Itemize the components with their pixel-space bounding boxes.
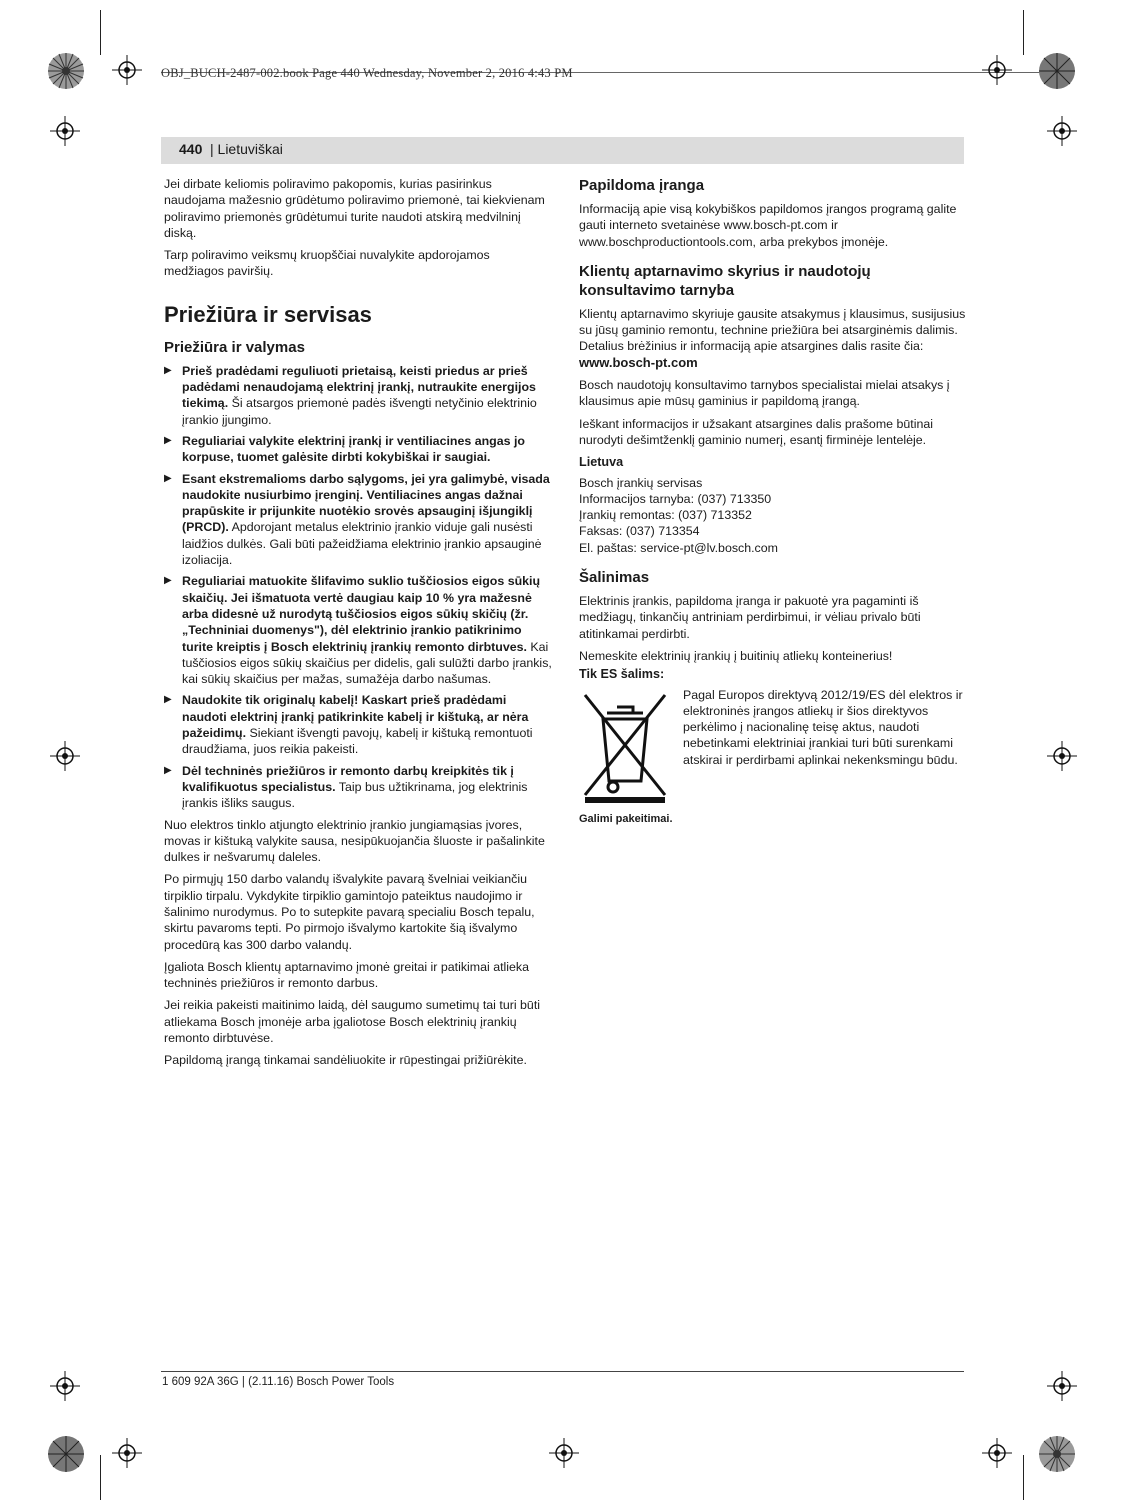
bullet-bold-text: Prieš pradėdami reguliuoti prietaisą, keisti priedus ar prieš padėdami nenaudojamą elektrinį įrankį, nutraukite energijos tiekimą. xyxy=(182,363,536,411)
registration-mark-icon xyxy=(982,1438,1012,1468)
footer-rule xyxy=(161,1371,964,1372)
contact-line: Informacijos tarnyba: (037) 713350 xyxy=(579,491,772,506)
bullet-bold-text: Reguliariai valykite elektrinį įrankį ir ventiliacines angas jo korpuse, tuomet galėsite dirbti kokybiškai ir saugiai. xyxy=(182,433,525,465)
body-paragraph: Po pirmųjų 150 darbo valandų išvalykite pavarą švelniai veikiančiu tirpiklio tirpalu. Vykdykite tirpiklio gamintojo pateiktus naudojimo ir šalinimo nurodymus. Po to sutepkite pavarą specialiu Bosch tepalu, skirtu pavaroms tepti. Po pirmojo išvalymo kartokite šią išvalymo procedūrą kas 300 darbo valandų. xyxy=(164,872,535,952)
bullet-item xyxy=(164,433,552,466)
eu-directive-text: Pagal Europos direktyvą 2012/19/ES dėl elektros ir elektroninės įrangos atliekų ir šios direktyvos perkėlimo į nacionalinę teisę aktus, naudoti nebetinkami elektriniai įrankiai turi būti surenkami atskirai ir perdirbami aplinkai nekenksmingu būdu. xyxy=(683,687,963,767)
right-column xyxy=(579,176,967,827)
registration-mark-icon xyxy=(50,741,80,771)
contact-list xyxy=(579,475,967,556)
contact-line: El. paštas: service-pt@lv.bosch.com xyxy=(579,540,778,555)
starburst-target-icon xyxy=(1038,1435,1076,1473)
page-number: 440 xyxy=(179,141,203,157)
bullet-text: Taip bus užtikrinama, jog elektrinis įrankis išliks saugus. xyxy=(182,779,528,811)
country-heading: Lietuva xyxy=(579,455,624,470)
contact-line: Įrankių remontas: (037) 713352 xyxy=(579,508,752,523)
starburst-target-icon xyxy=(47,52,85,90)
bullet-arrow-icon: ▶ xyxy=(164,694,172,706)
bullet-item xyxy=(164,471,552,569)
intro-paragraph: Jei dirbate keliomis poliravimo pakopomis, kurias pasirinkus naudojama mažesnio grūdėtumo poliravimo priemonė, tai kiekvienam poliravimo priemonės grūdėtumui turite naudoti atskirą medvilninį diską. xyxy=(164,177,545,240)
bullet-text: Siekiant išvengti pavojų, kabelį ir kištuką remontuoti draudžiama, juos reikia pakeisti. xyxy=(182,726,533,757)
body-paragraph: Įgaliota Bosch klientų aptarnavimo įmonė greitai ir patikimai atlieka techninės priežiūros ir remonto darbus. xyxy=(164,959,530,991)
body-paragraph: Bosch naudotojų konsultavimo tarnybos specialistai mielai atsakys į klausimus apie mūsų gaminius ir papildomą įrangą. xyxy=(579,378,950,409)
crop-line xyxy=(100,10,101,55)
section-heading: Priežiūra ir servisas xyxy=(164,301,372,327)
bullet-text: Apdorojant metalus elektrinio įrankio viduje gali nusėsti laidžios dulkės. Gali būti pažeidžiama elektrinio įrankio apsauginė izoliacija. xyxy=(182,520,542,568)
eu-heading: Tik ES šalims: xyxy=(579,667,665,682)
contact-line: Bosch įrankių servisas xyxy=(579,475,703,490)
bullet-bold-text: Reguliariai matuokite šlifavimo suklio tuščiosios eigos sūkių skaičių. Jei išmatuota vertė daugiau kaip 10 % yra mažesnė arba didesnė už nurodytą tuščiosios eigos sūkių skičių (žr. „Techniniai duomenys"), dėl elektrinio įrankio patikrinimo turite kreiptis į Bosch elektrinių įrankių remonto dirbtuves. xyxy=(182,574,541,654)
bullet-bold-text: Esant ekstremalioms darbo sąlygoms, jei yra galimybė, visada naudokite nusiurbimo įrenginį. Ventiliacines angas dažnai prapūskite ir prijunkite nuotėkio srovės apsauginį išjungiklį (PRCD). xyxy=(182,471,550,535)
body-paragraph: Klientų aptarnavimo skyriuje gausite atsakymus į klausimus, susijusius su jūsų gaminio remontu, technine priežiūra bei atsarginėmis dalimis. Detalius brėžinius ir informaciją apie atsargines dalis rasite čia: xyxy=(579,306,966,354)
body-paragraph: Jei reikia pakeisti maitinimo laidą, dėl saugumo sumetimų tai turi būti atliekama Bosch įmonėje arba įgaliotose Bosch elektrinių įrankių remonto dirbtuvėse. xyxy=(164,998,541,1046)
section-heading: Papildoma įranga xyxy=(579,177,705,194)
crop-line xyxy=(1023,10,1024,55)
bullet-arrow-icon: ▶ xyxy=(164,472,172,484)
bullet-arrow-icon: ▶ xyxy=(164,434,172,446)
registration-mark-icon xyxy=(1047,741,1077,771)
page-language: | Lietuviškai xyxy=(210,141,283,157)
starburst-target-icon xyxy=(1038,52,1076,90)
bullet-bold-text: Naudokite tik originalų kabelį! Kaskart prieš pradėdami naudoti elektrinį įrankį patikrinkite kabelį ir kištuką, ar nėra pažeidimų. xyxy=(182,693,529,741)
service-url: www.bosch-pt.com xyxy=(579,354,698,370)
bullet-arrow-icon: ▶ xyxy=(164,764,172,776)
body-paragraph: Informaciją apie visą kokybiškos papildomos įrangos programą galite gauti interneto svetainėse www.bosch-pt.com ir www.boschproductiontools.com, arba prekybos įmonėje. xyxy=(579,202,957,249)
intro-paragraph: Tarp poliravimo veiksmų kruopščiai nuvalykite apdorojamos medžiagos paviršių. xyxy=(164,248,490,279)
registration-mark-icon xyxy=(112,1438,142,1468)
left-column xyxy=(164,176,552,1075)
print-slug: OBJ_BUCH-2487-002.book Page 440 Wednesday, November 2, 2016 4:43 PM xyxy=(161,66,573,80)
bullet-bold-text: Dėl techninės priežiūros ir remonto darbų kreipkitės tik į kvalifikuotus specialistus. xyxy=(182,763,514,794)
section-heading: Šalinimas xyxy=(579,569,650,587)
bullet-item xyxy=(164,763,552,812)
crop-line xyxy=(100,1455,101,1500)
crossed-out-wheelie-bin-icon xyxy=(579,689,671,805)
footer-text: 1 609 92A 36G | (2.11.16) Bosch Power Tools xyxy=(162,1376,395,1388)
contact-line: Faksas: (037) 713354 xyxy=(579,524,700,539)
body-paragraph: Papildomą įrangą tinkamai sandėliuokite ir rūpestingai prižiūrėkite. xyxy=(164,1053,527,1068)
body-paragraph: Elektrinis įrankis, papildoma įranga ir pakuotė yra pagaminti iš medžiagų, tinkančių antriniam perdirbimui, ir vėliau privalo būti atitinkamai perdirbti. xyxy=(579,594,921,641)
starburst-target-icon xyxy=(47,1435,85,1473)
registration-mark-icon xyxy=(50,116,80,146)
body-paragraph: Nuo elektros tinklo atjungto elektrinio įrankio jungiamąsias įvores, movas ir kištuką valykite sausa, nesipūkuojančia šluoste ir pašalinkite dulkes ir nešvarumų daleles. xyxy=(164,817,545,865)
bullet-arrow-icon: ▶ xyxy=(164,364,172,376)
subsection-heading: Priežiūra ir valymas xyxy=(164,338,305,356)
bullet-item xyxy=(164,692,552,757)
bullet-item xyxy=(164,363,552,428)
language-label: Lietuviškai xyxy=(217,141,283,157)
bullet-text: Ši atsargos priemonė padės išvengti netyčinio elektrinio įrankio įjungimo. xyxy=(182,396,537,427)
bullet-item xyxy=(164,573,552,687)
section-heading: Klientų aptarnavimo skyrius ir naudotojų konsultavimo tarnyba xyxy=(579,262,871,299)
weee-block xyxy=(579,687,967,805)
body-paragraph: Nemeskite elektrinių įrankių į buitinių atliekų konteinerius! xyxy=(579,648,893,663)
bullet-text: Kai tuščiosios eigos sūkių skaičius per didelis, gali sulūžti darbo įrankis, kai sūkių skaičius per mažas, sumažėja darbo našumas. xyxy=(182,639,552,687)
changes-note: Galimi pakeitimai. xyxy=(579,812,673,825)
registration-mark-icon xyxy=(982,55,1012,85)
registration-mark-icon xyxy=(1047,1371,1077,1401)
registration-mark-icon xyxy=(50,1371,80,1401)
registration-mark-icon xyxy=(549,1438,579,1468)
registration-mark-icon xyxy=(1047,116,1077,146)
registration-mark-icon xyxy=(112,55,142,85)
crop-line xyxy=(1023,1455,1024,1500)
bullet-arrow-icon: ▶ xyxy=(164,575,172,587)
body-paragraph: Ieškant informacijos ir užsakant atsargines dalis prašome būtinai nurodyti dešimtženklį gaminio numerį, esantį firminėje lentelėje. xyxy=(579,416,933,447)
